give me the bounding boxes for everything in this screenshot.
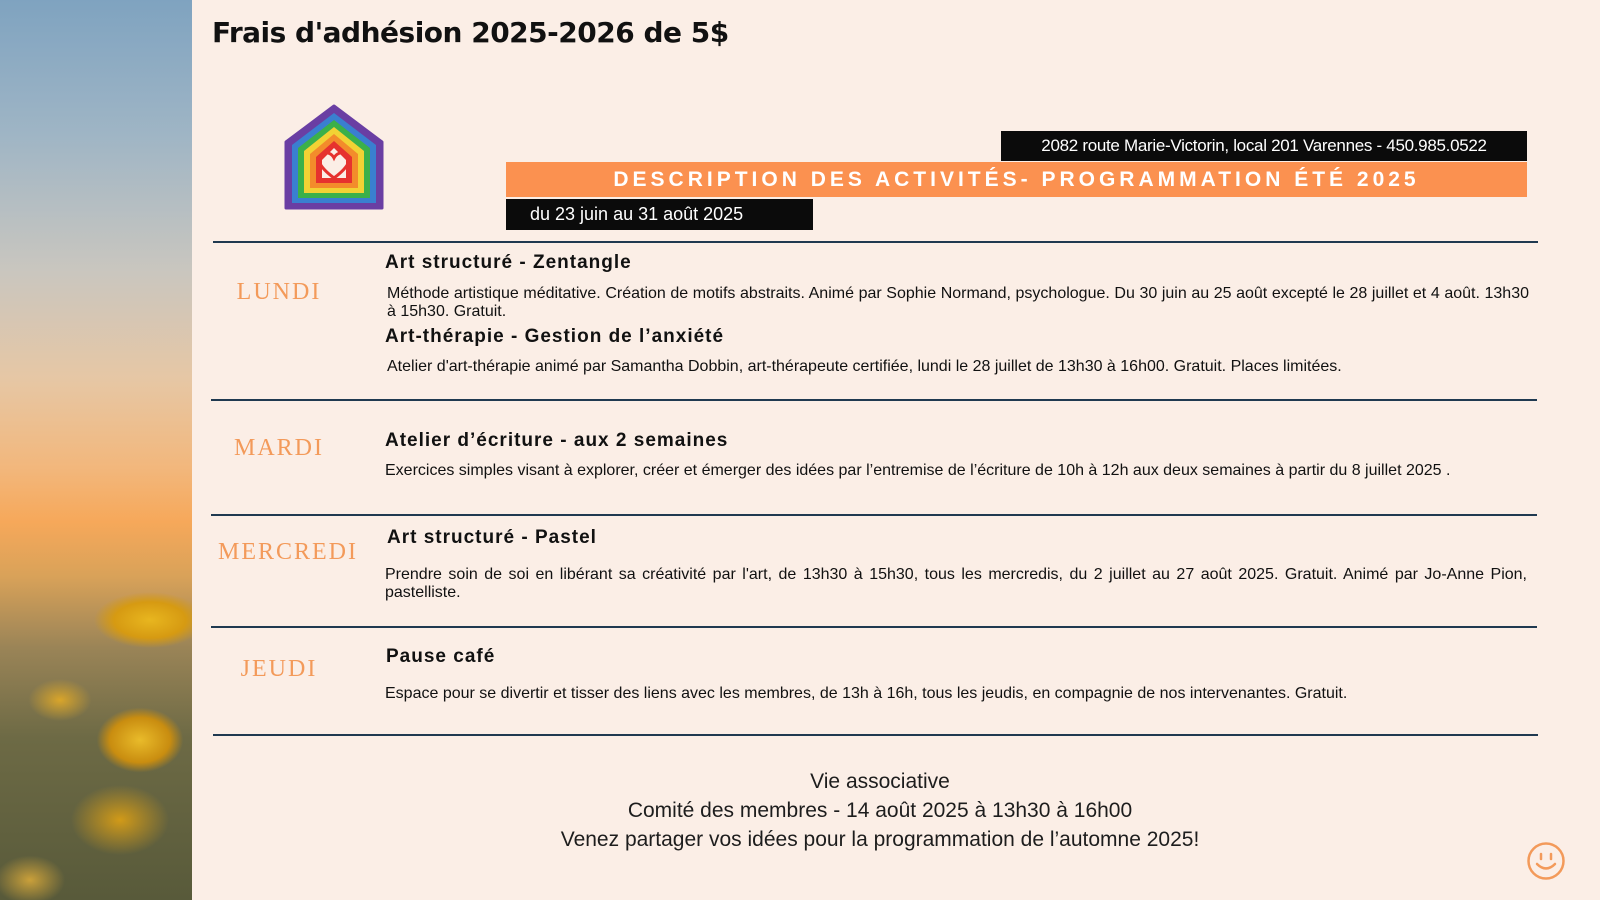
rainbow-house-heart-icon: [282, 102, 386, 214]
program-dates: du 23 juin au 31 août 2025: [506, 199, 813, 230]
activity-title: Pause café: [386, 646, 496, 667]
activity-title: Art-thérapie - Gestion de l’anxiété: [385, 326, 725, 347]
address-bar: 2082 route Marie-Victorin, local 201 Varennes - 450.985.0522: [1001, 131, 1527, 161]
day-label-jeudi: JEUDI: [240, 656, 318, 682]
membership-fee-title: Frais d'adhésion 2025-2026 de 5$: [212, 16, 729, 49]
activity-description: Atelier d'art-thérapie animé par Samantha Dobbin, art-thérapeute certifiée, lundi le 28 juillet de 13h30 à 16h00. Gratuit. Places limitées.: [387, 358, 1342, 375]
footer-heading: Vie associative: [810, 770, 950, 793]
day-label-mercredi: MERCREDI: [217, 539, 358, 565]
divider: [213, 241, 1538, 243]
divider: [211, 514, 1537, 516]
activity-title: Art structuré - Pastel: [387, 527, 597, 548]
footer-meeting: Comité des membres - 14 août 2025 à 13h30 à 16h00: [627, 799, 1133, 822]
program-banner: DESCRIPTION DES ACTIVITÉS- PROGRAMMATION ÉTÉ 2025: [506, 162, 1527, 197]
activity-title: Atelier d’écriture - aux 2 semaines: [385, 430, 729, 451]
divider: [211, 626, 1537, 628]
activity-title: Art structuré - Zentangle: [385, 252, 632, 273]
divider: [211, 399, 1537, 401]
activity-description: Méthode artistique méditative. Création de motifs abstraits. Animé par Sophie Normand, psychologue. Du 30 juin au 25 août excepté le 28 juillet et 4 août. 13h30 à 15h30. Gratuit.: [387, 285, 1529, 320]
divider: [213, 734, 1538, 736]
footer-invitation: Venez partager vos idées pour la programmation de l’automne 2025!: [560, 828, 1200, 851]
activity-description: Exercices simples visant à explorer, créer et émerger des idées par l’entremise de l’écriture de 10h à 12h aux deux semaines à partir du 8 juillet 2025 .: [385, 462, 1451, 479]
smiley-face-icon: [1526, 841, 1566, 881]
sunflower-sunset-photo: [0, 0, 192, 900]
activity-description: Prendre soin de soi en libérant sa créativité par l'art, de 13h30 à 15h30, tous les mercredis, du 2 juillet au 27 août 2025. Gratuit. Animé par Jo-Anne Pion, pastelliste.: [385, 566, 1527, 601]
day-label-mardi: MARDI: [233, 435, 324, 461]
activity-description: Espace pour se divertir et tisser des liens avec les membres, de 13h à 16h, tous les jeudis, en compagnie de nos intervenantes. Gratuit.: [385, 685, 1348, 702]
day-label-lundi: LUNDI: [236, 279, 322, 305]
